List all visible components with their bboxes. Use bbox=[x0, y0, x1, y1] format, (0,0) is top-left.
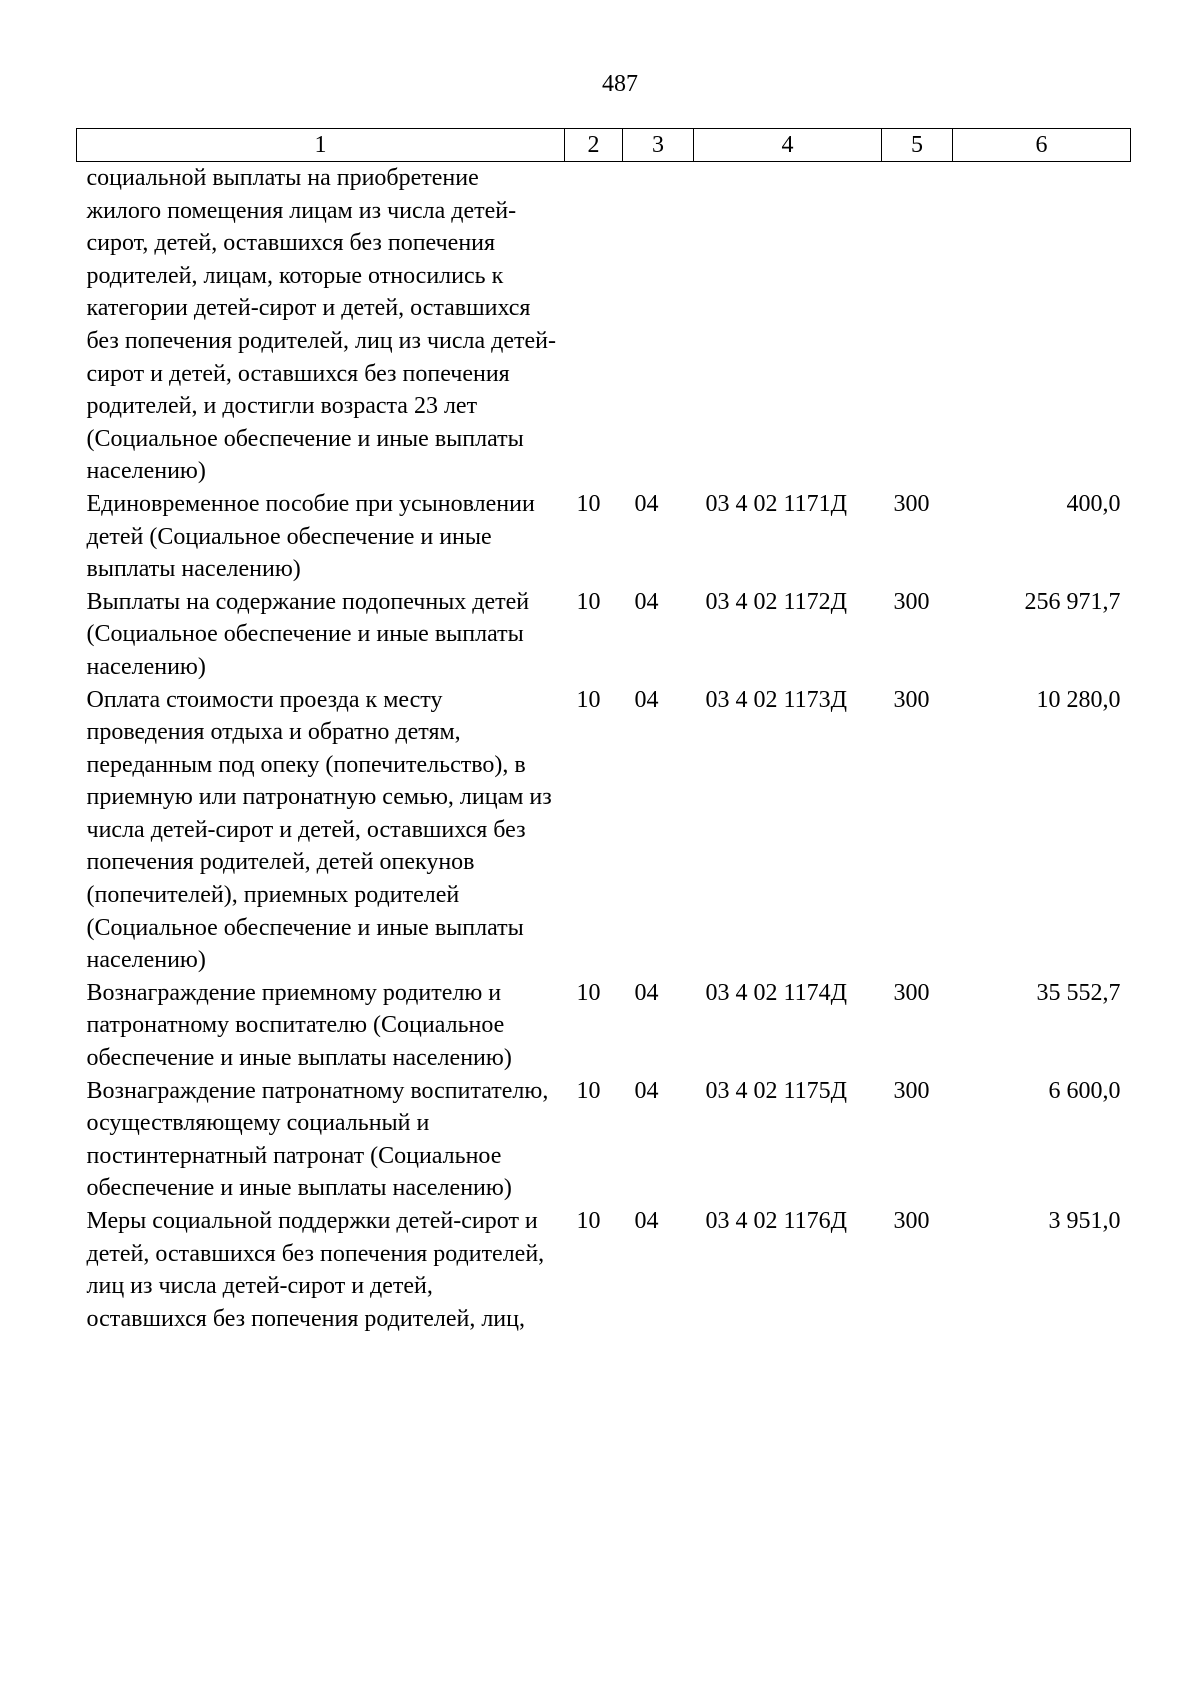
page-number: 487 bbox=[602, 71, 638, 97]
row-amount: 256 971,7 bbox=[1024, 588, 1121, 615]
row-code: 03 4 02 1174Д bbox=[705, 979, 847, 1006]
row-type: 300 bbox=[893, 686, 930, 713]
row-type: 300 bbox=[893, 1208, 930, 1234]
table-row bbox=[77, 488, 1131, 586]
row-amount: 10 280,0 bbox=[1036, 686, 1121, 713]
row-section: 10 bbox=[576, 1208, 601, 1234]
row-subsection: 04 bbox=[634, 490, 659, 517]
budget-table bbox=[76, 128, 1131, 1335]
row-section: 10 bbox=[576, 1077, 601, 1104]
row-type: 300 bbox=[893, 588, 930, 615]
column-header: 1 bbox=[77, 129, 565, 162]
row-name: Оплата стоимости проезда к месту проведения отдыха и обратно детям, переданным под опеку (попечительство), в приемную или патронатную семью, лицам из числа детей-сирот и детей, оставшихся без попечения родителей, детей опекунов (попечителей), приемных родителей (Социальное обеспечение и иные выплаты населению) bbox=[86, 686, 552, 974]
row-amount: 6 600,0 bbox=[1048, 1077, 1121, 1104]
row-subsection: 04 bbox=[634, 979, 659, 1006]
row-name: Единовременное пособие при усыновлении детей (Социальное обеспечение и иные выплаты населению) bbox=[86, 490, 535, 583]
table-header-row bbox=[77, 129, 1131, 162]
row-subsection: 04 bbox=[634, 686, 659, 713]
row-section: 10 bbox=[576, 979, 601, 1006]
row-subsection: 04 bbox=[634, 1077, 659, 1104]
row-subsection: 04 bbox=[634, 1208, 659, 1234]
table-row bbox=[77, 977, 1131, 1075]
column-header: 4 bbox=[694, 129, 882, 162]
row-name: социальной выплаты на приобретение жилого помещения лицам из числа детей-сирот, детей, оставшихся без попечения родителей, лицам, которые относились к категории детей-сирот и детей, оставшихся без попечения родителей, лиц из числа детей-сирот и детей, оставшихся без попечения родителей, и достигли возраста 23 лет (Социальное обеспечение и иные выплаты населению) bbox=[86, 165, 557, 485]
row-code: 03 4 02 1176Д bbox=[705, 1208, 847, 1234]
row-name: Меры социальной поддержки детей-сирот и детей, оставшихся без попечения родителей, лиц из числа детей-сирот и детей, оставшихся без попечения родителей, лиц, bbox=[86, 1208, 545, 1332]
row-name: Выплаты на содержание подопечных детей (Социальное обеспечение и иные выплаты населению) bbox=[86, 588, 530, 680]
row-subsection: 04 bbox=[634, 588, 659, 615]
row-code: 03 4 02 1172Д bbox=[705, 588, 847, 615]
row-type: 300 bbox=[893, 979, 930, 1006]
column-header: 5 bbox=[882, 129, 953, 162]
row-code: 03 4 02 1171Д bbox=[705, 490, 847, 517]
row-section: 10 bbox=[576, 588, 601, 615]
row-amount: 400,0 bbox=[1066, 490, 1121, 517]
table-row-continued bbox=[77, 162, 1131, 488]
row-amount: 3 951,0 bbox=[1048, 1208, 1121, 1234]
table-row bbox=[77, 1075, 1131, 1205]
table-row bbox=[77, 586, 1131, 684]
row-code: 03 4 02 1175Д bbox=[705, 1077, 847, 1104]
column-header: 3 bbox=[623, 129, 694, 162]
row-section: 10 bbox=[576, 490, 601, 517]
row-type: 300 bbox=[893, 1077, 930, 1104]
row-section: 10 bbox=[576, 686, 601, 713]
column-header: 6 bbox=[953, 129, 1131, 162]
row-name: Вознаграждение приемному родителю и патронатному воспитателю (Социальное обеспечение и иные выплаты населению) bbox=[86, 979, 512, 1072]
row-amount: 35 552,7 bbox=[1036, 979, 1121, 1006]
table-row bbox=[77, 1205, 1131, 1335]
row-code: 03 4 02 1173Д bbox=[705, 686, 847, 713]
row-name: Вознаграждение патронатному воспитателю, осуществляющему социальный и постинтернатный патронат (Социальное обеспечение и иные выплаты населению) bbox=[86, 1077, 549, 1202]
row-type: 300 bbox=[893, 490, 930, 517]
column-header: 2 bbox=[565, 129, 623, 162]
table-row bbox=[77, 684, 1131, 977]
